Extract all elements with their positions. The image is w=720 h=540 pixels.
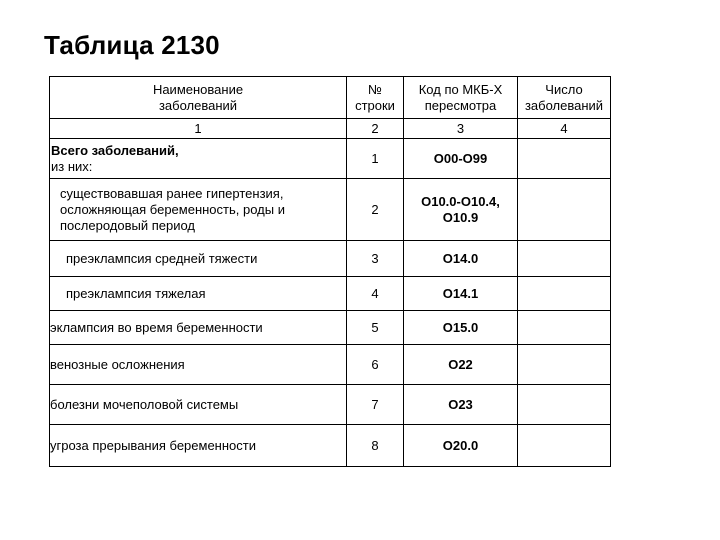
row-count-cell[interactable]	[518, 345, 611, 385]
row-count-cell[interactable]	[518, 241, 611, 277]
row-name-cell: угроза прерывания беременности	[50, 425, 347, 467]
row-number-cell: 5	[347, 311, 404, 345]
row-number-cell: 4	[347, 277, 404, 311]
row-code-cell: O00-O99	[404, 139, 518, 179]
table-row	[50, 139, 611, 179]
row-name-cell: существовавшая ранее гипертензия, осложняющая беременность, роды и послеродовый период	[50, 179, 347, 241]
row-name-cell: преэклампсия тяжелая	[50, 277, 347, 311]
index-row	[50, 119, 611, 139]
header-row-no-line1: №	[368, 81, 382, 97]
row-count-cell[interactable]	[518, 385, 611, 425]
index-cell: 2	[347, 119, 404, 139]
header-name-line2: заболеваний	[158, 97, 238, 113]
table-row	[50, 311, 611, 345]
header-count-line2: заболеваний	[524, 97, 604, 113]
header-code-cell	[404, 77, 518, 119]
header-row-no-cell	[347, 77, 404, 119]
row-code-cell: O10.0-O10.4, O10.9	[404, 179, 518, 241]
header-name-cell	[50, 77, 347, 119]
index-cell: 4	[518, 119, 611, 139]
row-count-cell[interactable]	[518, 311, 611, 345]
table-row	[50, 425, 611, 467]
row-code-cell: O14.1	[404, 277, 518, 311]
table-row	[50, 277, 611, 311]
row-count-cell[interactable]	[518, 425, 611, 467]
row-name-cell	[50, 139, 347, 179]
row-name-bold: Всего заболеваний,	[51, 142, 179, 158]
row-name-cell: болезни мочеполовой системы	[50, 385, 347, 425]
table-row	[50, 345, 611, 385]
row-code-cell: O14.0	[404, 241, 518, 277]
row-name-cell: эклампсия во время беременности	[50, 311, 347, 345]
row-number-cell: 7	[347, 385, 404, 425]
row-number-cell: 3	[347, 241, 404, 277]
index-cell: 3	[404, 119, 518, 139]
row-number-cell: 1	[347, 139, 404, 179]
row-number-cell: 2	[347, 179, 404, 241]
header-count-cell	[518, 77, 611, 119]
header-row-no-line2: строки	[355, 97, 395, 113]
header-code-line2: пересмотра	[424, 97, 497, 113]
row-name: из них:	[51, 158, 93, 174]
row-number-cell: 8	[347, 425, 404, 467]
page-title: Таблица 2130	[44, 30, 220, 60]
table-row	[50, 179, 611, 241]
row-code-cell: O20.0	[404, 425, 518, 467]
row-count-cell[interactable]	[518, 277, 611, 311]
row-code-cell: O22	[404, 345, 518, 385]
row-name-cell: преэклампсия средней тяжести	[50, 241, 347, 277]
table-row	[50, 385, 611, 425]
index-cell: 1	[50, 119, 347, 139]
table-row	[50, 241, 611, 277]
row-count-cell[interactable]	[518, 139, 611, 179]
row-code-cell: O23	[404, 385, 518, 425]
row-number-cell: 6	[347, 345, 404, 385]
row-name-cell: венозные осложнения	[50, 345, 347, 385]
row-count-cell[interactable]	[518, 179, 611, 241]
row-code-cell: O15.0	[404, 311, 518, 345]
header-row	[50, 77, 611, 119]
disease-table	[49, 76, 611, 467]
header-name-line1: Наименование	[152, 81, 244, 97]
header-code-line1: Код по МКБ-X	[418, 81, 503, 97]
header-count-line1: Число	[545, 81, 583, 97]
